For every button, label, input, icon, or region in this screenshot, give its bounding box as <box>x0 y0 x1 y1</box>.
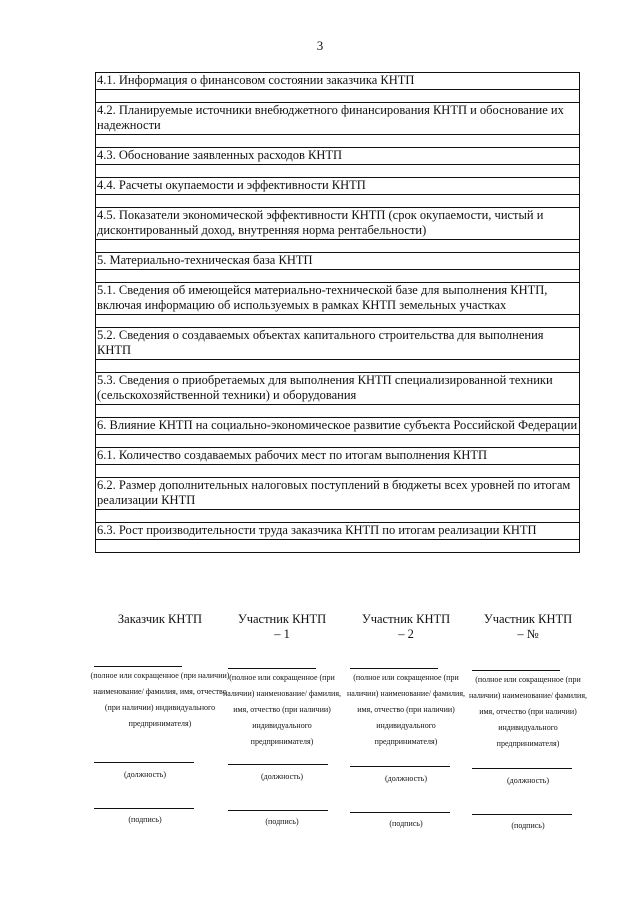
signature-column-title: Участник КНТП – 1 <box>237 612 327 641</box>
table-row <box>96 418 579 448</box>
row-text: 4.4. Расчеты окупаемости и эффективности КНТП <box>97 178 366 192</box>
position-label: (должность) <box>385 774 427 783</box>
row-text: 6.2. Размер дополнительных налоговых поступлений в бюджеты всех уровней по итогам реализации КНТП <box>97 478 571 507</box>
row-value-cell <box>96 269 579 282</box>
row-text: 5. Материально-техническая база КНТП <box>97 253 313 267</box>
row-value-cell <box>96 404 579 417</box>
name-line[interactable] <box>228 668 316 669</box>
table-row <box>96 148 579 178</box>
row-text: 4.3. Обоснование заявленных расходов КНТП <box>97 148 343 162</box>
name-note: (полное или сокращенное (при наличии) наименование/ фамилия, имя, отчество (при наличии) индивидуального предпринимателя) <box>468 675 588 748</box>
position-line[interactable] <box>350 766 450 767</box>
row-value-cell <box>96 539 579 552</box>
signature-line[interactable] <box>472 814 572 815</box>
name-line[interactable] <box>350 668 438 669</box>
row-value-cell <box>96 359 579 372</box>
row-text: 5.3. Сведения о приобретаемых для выполнения КНТП специализированной техники (сельскохозяйственной техники) и оборудования <box>97 373 553 402</box>
position-line[interactable] <box>472 768 572 769</box>
row-text: 4.1. Информация о финансовом состоянии заказчика КНТП <box>97 73 415 87</box>
position-line[interactable] <box>94 762 194 763</box>
position-label: (должность) <box>507 776 549 785</box>
signature-column-customer <box>90 612 230 872</box>
signature-label: (подпись) <box>265 817 299 826</box>
signature-column-title: Участник КНТП – № <box>483 612 573 641</box>
row-value-cell <box>96 434 579 447</box>
row-text: 6.1. Количество создаваемых рабочих мест по итогам выполнения КНТП <box>97 448 488 462</box>
signature-column-participant-1 <box>222 612 342 872</box>
signature-column-participant-2 <box>346 612 466 872</box>
signature-line[interactable] <box>94 808 194 809</box>
row-value-cell <box>96 164 579 177</box>
position-label: (должность) <box>124 770 166 779</box>
signature-label: (подпись) <box>128 815 162 824</box>
table-row <box>96 73 579 103</box>
row-value-cell <box>96 194 579 207</box>
name-note: (полное или сокращенное (при наличии) наименование/ фамилия, имя, отчество (при наличии) индивидуального предпринимателя) <box>90 671 230 728</box>
row-value-cell <box>96 314 579 327</box>
signature-block <box>0 612 640 872</box>
row-value-cell <box>96 89 579 102</box>
position-label: (должность) <box>261 772 303 781</box>
row-text: 4.5. Показатели экономической эффективности КНТП (срок окупаемости, чистый и дисконтированный доход, внутренняя норма рентабельности) <box>97 208 544 237</box>
name-note: (полное или сокращенное (при наличии) наименование/ фамилия, имя, отчество (при наличии) индивидуального предпринимателя) <box>346 673 466 746</box>
name-line[interactable] <box>472 670 560 671</box>
signature-column-participant-n <box>468 612 588 872</box>
name-line[interactable] <box>94 666 182 667</box>
table-row <box>96 103 579 148</box>
table-row <box>96 523 579 553</box>
signature-label: (подпись) <box>511 821 545 830</box>
table-row <box>96 208 579 253</box>
row-text: 6. Влияние КНТП на социально-экономическое развитие субъекта Российской Федерации <box>97 418 578 432</box>
form-table <box>95 72 580 553</box>
table-row <box>96 178 579 208</box>
page-number: 3 <box>316 38 324 53</box>
row-value-cell <box>96 464 579 477</box>
row-text: 5.1. Сведения об имеющейся материально-технической базе для выполнения КНТП, включая информацию об используемых в рамках КНТП земельных участках <box>97 283 548 312</box>
table-row <box>96 373 579 418</box>
table-row <box>96 478 579 523</box>
table-row <box>96 253 579 283</box>
row-text: 4.2. Планируемые источники внебюджетного финансирования КНТП и обоснование их надежности <box>97 103 564 132</box>
row-value-cell <box>96 134 579 147</box>
table-row <box>96 448 579 478</box>
signature-line[interactable] <box>228 810 328 811</box>
name-note: (полное или сокращенное (при наличии) наименование/ фамилия, имя, отчество (при наличии) индивидуального предпринимателя) <box>222 673 342 746</box>
table-row <box>96 328 579 373</box>
row-text: 6.3. Рост производительности труда заказчика КНТП по итогам реализации КНТП <box>97 523 537 537</box>
row-value-cell <box>96 239 579 252</box>
row-text: 5.2. Сведения о создаваемых объектах капитального строительства для выполнения КНТП <box>97 328 544 357</box>
signature-column-title: Заказчик КНТП <box>117 612 203 626</box>
signature-line[interactable] <box>350 812 450 813</box>
row-value-cell <box>96 509 579 522</box>
signature-label: (подпись) <box>389 819 423 828</box>
table-row <box>96 283 579 328</box>
signature-column-title: Участник КНТП – 2 <box>361 612 451 641</box>
position-line[interactable] <box>228 764 328 765</box>
